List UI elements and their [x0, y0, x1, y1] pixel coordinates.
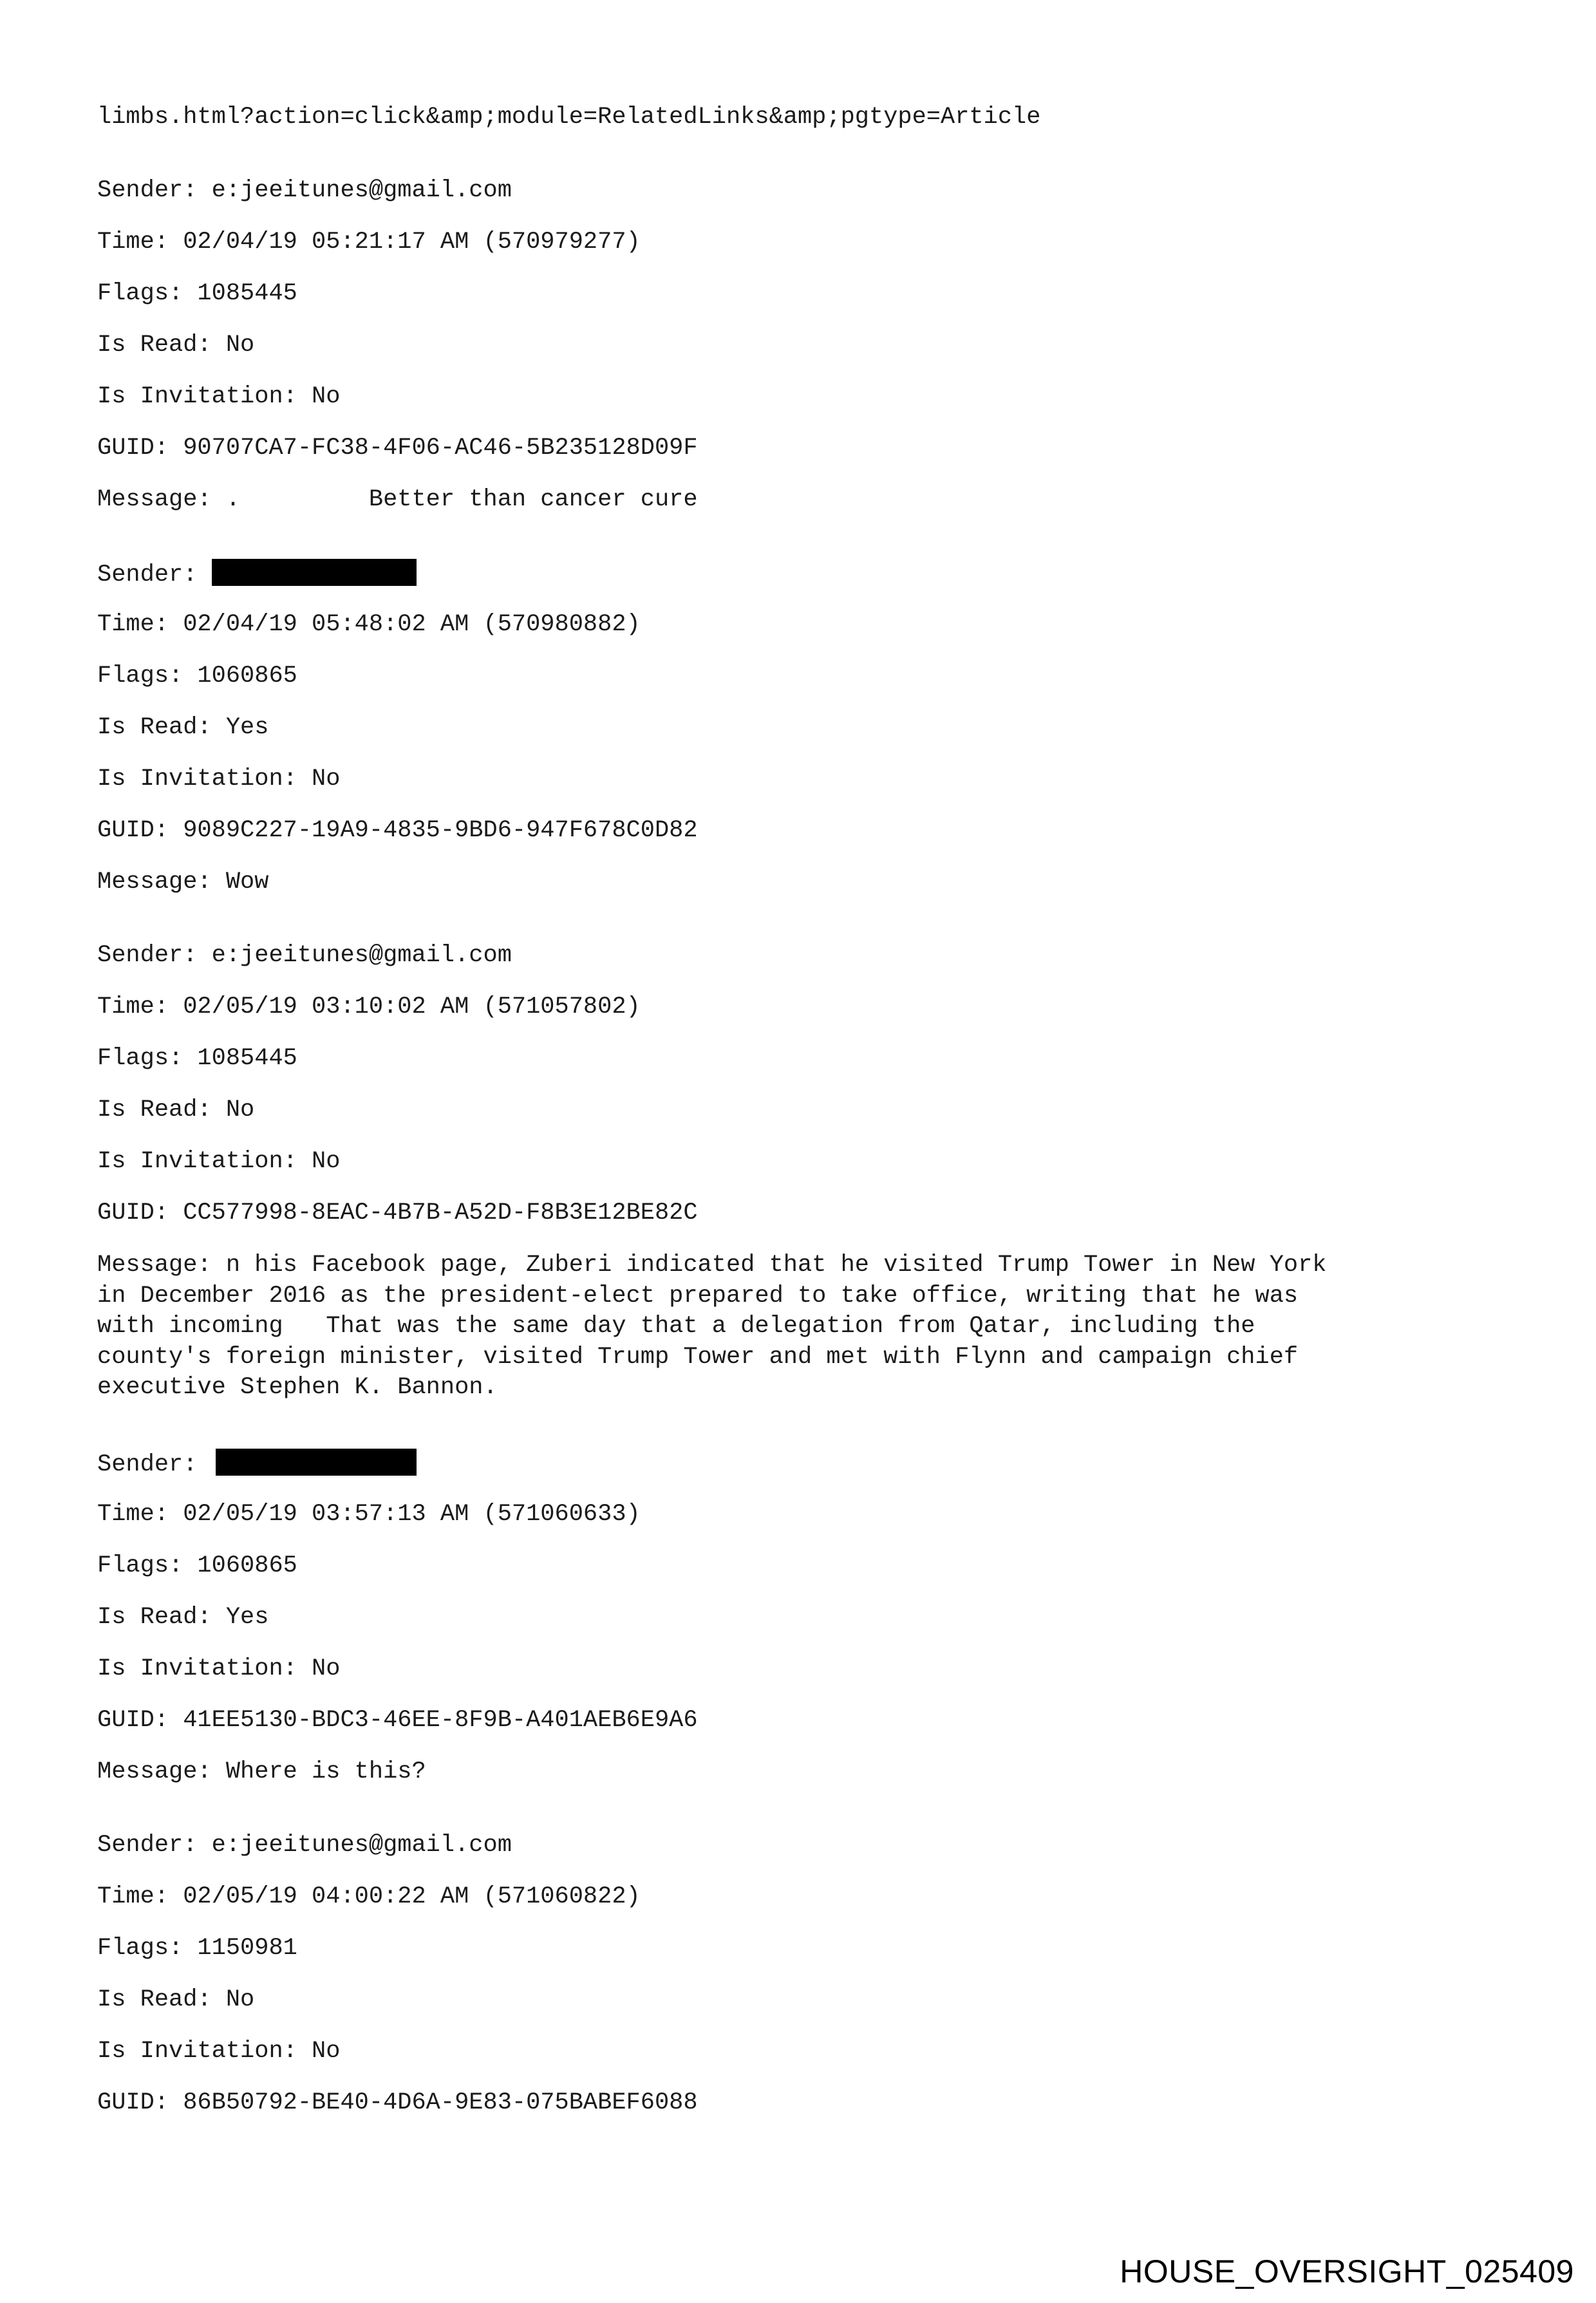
- is-read-line: Is Read: Yes: [97, 714, 269, 741]
- message-entry: [97, 941, 1501, 1404]
- guid-line: GUID: 86B50792-BE40-4D6A-9E83-075BABEF6088: [97, 2089, 698, 2116]
- flags-line: Flags: 1060865: [97, 663, 297, 690]
- flags-line: Flags: 1085445: [97, 280, 297, 307]
- guid-line: GUID: 90707CA7-FC38-4F06-AC46-5B235128D09F: [97, 435, 698, 462]
- sender-line: [97, 1449, 1501, 1477]
- message-line: Message: . Better than cancer cure: [97, 486, 698, 513]
- flags-line: Flags: 1085445: [97, 1045, 297, 1072]
- redaction-box: [212, 559, 417, 586]
- is-invitation-line: Is Invitation: No: [97, 1148, 341, 1175]
- sender-line: Sender: e:jeeitunes@gmail.com: [97, 177, 512, 204]
- sender-line: [97, 559, 1501, 587]
- time-line: Time: 02/05/19 03:57:13 AM (571060633): [97, 1500, 641, 1528]
- guid-line: GUID: CC577998-8EAC-4B7B-A52D-F8B3E12BE82C: [97, 1199, 698, 1227]
- sender-line: Sender: e:jeeitunes@gmail.com: [97, 942, 512, 969]
- sender-label: Sender:: [97, 561, 212, 588]
- message-line: Message: n his Facebook page, Zuberi indicated that he visited Trump Tower in New York in December 2016 as the president-elect prepared to take office, writing that he was with incoming That was the same day that a delegation from Qatar, including the county's foreign minister, visited Trump Tower and met with Flynn and campaign chief executive Stephen K. Bannon.: [97, 1252, 1327, 1401]
- is-invitation-line: Is Invitation: No: [97, 766, 341, 793]
- is-read-line: Is Read: No: [97, 332, 255, 359]
- is-invitation-line: Is Invitation: No: [97, 383, 341, 410]
- message-entry: [97, 559, 1501, 896]
- flags-line: Flags: 1150981: [97, 1934, 297, 1962]
- is-invitation-line: Is Invitation: No: [97, 1655, 341, 1682]
- redaction-box: [216, 1449, 417, 1476]
- time-line: Time: 02/04/19 05:48:02 AM (570980882): [97, 611, 641, 638]
- time-line: Time: 02/04/19 05:21:17 AM (570979277): [97, 229, 641, 256]
- message-line: Message: Wow: [97, 869, 269, 896]
- header-url-line: limbs.html?action=click&amp;module=RelatedLinks&amp;pgtype=Article: [97, 104, 1041, 131]
- guid-line: GUID: 41EE5130-BDC3-46EE-8F9B-A401AEB6E9A6: [97, 1706, 698, 1734]
- is-read-line: Is Read: No: [97, 1986, 255, 2013]
- sender-label: Sender:: [97, 1451, 212, 1478]
- document-page: [97, 103, 1501, 2117]
- bates-footer: HOUSE_OVERSIGHT_025409: [1120, 2253, 1574, 2289]
- flags-line: Flags: 1060865: [97, 1552, 297, 1579]
- message-entry: [97, 1831, 1501, 2117]
- guid-line: GUID: 9089C227-19A9-4835-9BD6-947F678C0D82: [97, 817, 698, 844]
- is-read-line: Is Read: Yes: [97, 1603, 269, 1631]
- is-invitation-line: Is Invitation: No: [97, 2037, 341, 2065]
- is-read-line: Is Read: No: [97, 1096, 255, 1123]
- message-line: Message: Where is this?: [97, 1758, 426, 1785]
- time-line: Time: 02/05/19 04:00:22 AM (571060822): [97, 1883, 641, 1910]
- sender-line: Sender: e:jeeitunes@gmail.com: [97, 1831, 512, 1859]
- message-entry: [97, 176, 1501, 514]
- time-line: Time: 02/05/19 03:10:02 AM (571057802): [97, 993, 641, 1020]
- message-entry: [97, 1449, 1501, 1786]
